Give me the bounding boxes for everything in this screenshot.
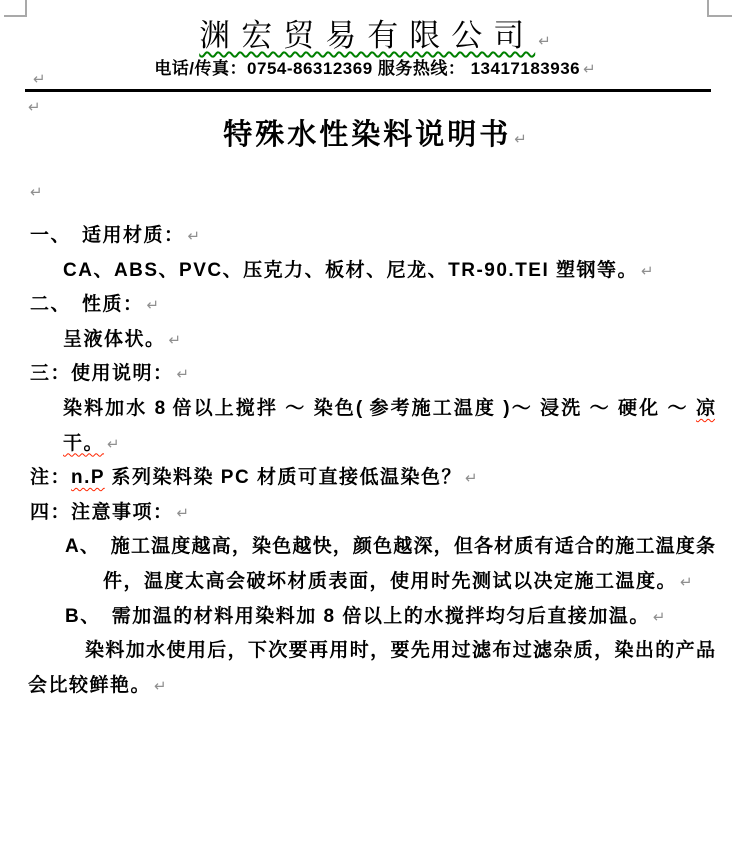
doc-text: A、 施工温度越高，染色越快，颜色越深，但各材质有适合的施工温度条 — [65, 536, 715, 558]
doc-line — [63, 254, 750, 289]
doc-line — [30, 357, 750, 392]
paragraph-mark-icon: ↵ — [154, 676, 167, 695]
paragraph-mark-icon: ↵ — [583, 60, 596, 78]
doc-text: CA、ABS、PVC、压克力、板材、尼龙、TR-90.TEI 塑钢等。 — [63, 259, 639, 281]
doc-text: 系列染料染 PC 材质可直接低温染色？ — [104, 467, 462, 489]
doc-line — [30, 288, 750, 323]
doc-line — [63, 323, 750, 358]
doc-text: 四：注意事项： — [30, 501, 174, 523]
doc-text: 件，温度太高会破坏材质表面，使用时先测试以决定施工温度。 — [103, 570, 678, 592]
paragraph-mark-icon: ↵ — [464, 469, 478, 488]
horizontal-rule — [25, 89, 711, 92]
doc-line — [103, 565, 750, 600]
doc-text: 染料加水使用后，下次要再用时，要先用过滤布过滤杂质，染出的产品 — [85, 640, 715, 662]
doc-text: 一、 适用材质： — [30, 225, 185, 246]
doc-line — [28, 669, 750, 704]
paragraph-mark-icon: ↵ — [28, 98, 41, 116]
doc-text: 二、 性质： — [30, 294, 144, 316]
paragraph-mark-icon: ↵ — [30, 183, 43, 201]
doc-text: 注： — [30, 467, 72, 489]
contact-text: 电话/传真：0754-86312369 服务热线： 13417183936 — [154, 59, 581, 78]
doc-text: 染料加水 8 倍以上搅拌 ～ 染色( 参考施工温度 )～ 浸洗 ～ 硬化 ～ — [63, 397, 696, 419]
paragraph-mark-icon: ↵ — [514, 130, 527, 148]
doc-line — [30, 496, 750, 531]
paragraph-mark-icon: ↵ — [652, 607, 666, 626]
doc-line — [65, 530, 715, 565]
company-name: 渊宏贸易有限公司 — [199, 18, 536, 53]
paragraph-mark-icon: ↵ — [680, 572, 693, 591]
doc-line — [63, 392, 715, 427]
doc-line — [30, 219, 750, 254]
document-body — [0, 219, 750, 703]
doc-text: 呈液体状。 — [63, 328, 166, 350]
document-title — [0, 112, 750, 153]
doc-text: 三：使用说明： — [30, 363, 174, 385]
paragraph-mark-icon: ↵ — [187, 227, 201, 245]
misspelled-text: n.P — [71, 467, 105, 489]
document-title-text: 特殊水性染料说明书 — [223, 119, 512, 151]
paragraph-mark-icon: ↵ — [107, 434, 120, 453]
company-name-heading — [0, 10, 750, 55]
doc-text: 会比较鲜艳。 — [28, 674, 152, 696]
misspelled-text: 干。 — [63, 432, 105, 454]
paragraph-mark-icon: ↵ — [176, 503, 190, 522]
paragraph-mark-icon: ↵ — [146, 296, 160, 315]
doc-line — [65, 600, 750, 635]
paragraph-mark-icon: ↵ — [33, 70, 46, 88]
paragraph-mark-icon: ↵ — [538, 32, 551, 50]
paragraph-mark-icon: ↵ — [168, 330, 182, 349]
paragraph-mark-icon: ↵ — [176, 365, 190, 384]
misspelled-text: 凉 — [695, 397, 715, 419]
doc-text: B、 需加温的材料用染料加 8 倍以上的水搅拌均匀后直接加温。 — [65, 605, 650, 627]
paragraph-mark-icon: ↵ — [641, 261, 654, 280]
doc-line — [63, 427, 750, 462]
doc-line — [30, 461, 750, 496]
contact-line — [0, 54, 750, 79]
doc-line — [85, 634, 715, 669]
